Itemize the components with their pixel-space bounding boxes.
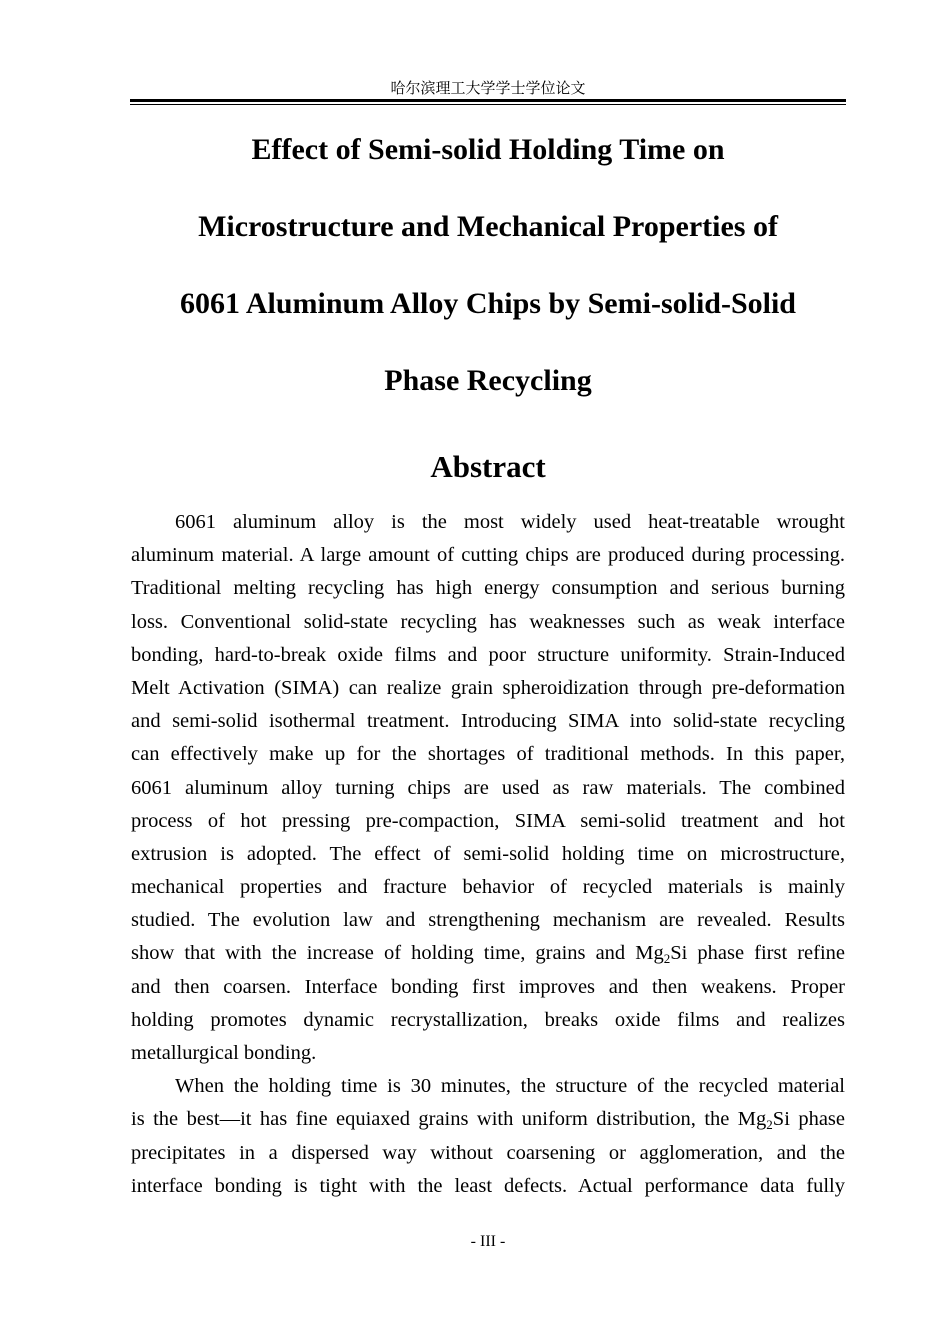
text-line: process of hot pressing pre-compaction, SIMA semi-solid treatment and hot: [131, 809, 845, 832]
text-line: mechanical properties and fracture behavior of recycled materials is mainly: [131, 876, 845, 899]
text-line: interface bonding is tight with the least defects. Actual performance data fully: [131, 1174, 845, 1197]
text-line: studied. The evolution law and strengthening mechanism are revealed. Results: [131, 909, 845, 932]
abstract-body: [131, 506, 845, 1203]
text-segment: is the best—it has fine equiaxed grains with uniform distribution, the Mg: [131, 1108, 767, 1131]
header-rule-thick: [130, 99, 846, 102]
title-line: Phase Recycling: [384, 364, 592, 397]
text-line: [131, 937, 845, 970]
text-line: loss. Conventional solid-state recycling has weaknesses such as weak interface: [131, 610, 845, 633]
text-line: metallurgical bonding.: [131, 1042, 317, 1064]
text-segment: show that with the increase of holding time, grains and Mg: [131, 942, 664, 965]
text-line: aluminum material. A large amount of cutting chips are produced during processing.: [131, 544, 845, 567]
text-line: can effectively make up for the shortages of traditional methods. In this paper,: [131, 743, 845, 766]
title-line: Effect of Semi-solid Holding Time on: [251, 133, 725, 166]
text-line: precipitates in a dispersed way without coarsening or agglomeration, and the: [131, 1141, 845, 1164]
thesis-title: [120, 128, 856, 436]
running-header: 哈尔滨理工大学学士学位论文: [390, 79, 586, 97]
text-line: holding promotes dynamic recrystallization, breaks oxide films and realizes: [131, 1008, 845, 1031]
title-line: 6061 Aluminum Alloy Chips by Semi-solid-Solid: [180, 287, 796, 320]
text-segment: Si phase first refine: [670, 942, 845, 965]
text-line: 6061 aluminum alloy turning chips are used as raw materials. The combined: [131, 776, 845, 799]
title-line: Microstructure and Mechanical Properties of: [198, 210, 778, 243]
text-line: 6061 aluminum alloy is the most widely used heat-treatable wrought: [175, 511, 845, 533]
subscript: 2: [766, 1117, 773, 1133]
text-line: Traditional melting recycling has high energy consumption and serious burning: [131, 577, 845, 600]
page-number: - III -: [470, 1233, 506, 1250]
abstract-heading: Abstract: [430, 449, 546, 484]
text-line: and then coarsen. Interface bonding first improves and then weakens. Proper: [131, 975, 845, 998]
text-line: [131, 1103, 845, 1136]
text-segment: Si phase: [772, 1108, 845, 1131]
text-line: bonding, hard-to-break oxide films and poor structure uniformity. Strain-Induced: [131, 643, 845, 666]
text-line: extrusion is adopted. The effect of semi-solid holding time on microstructure,: [131, 842, 845, 865]
text-line: Melt Activation (SIMA) can realize grain spheroidization through pre-deformation: [131, 676, 845, 699]
subscript: 2: [663, 951, 671, 967]
header-rule-thin: [130, 104, 846, 105]
text-line: When the holding time is 30 minutes, the structure of the recycled material: [175, 1075, 845, 1098]
text-line: and semi-solid isothermal treatment. Introducing SIMA into solid-state recycling: [131, 710, 845, 733]
